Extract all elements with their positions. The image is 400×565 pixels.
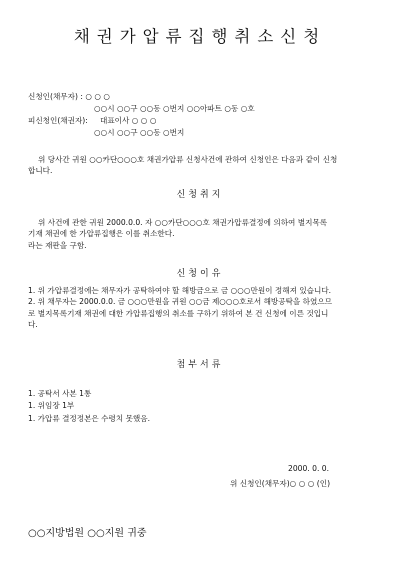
purpose-line-2: 기재 채권에 한 가압류집행은 이를 취소한다. xyxy=(28,229,175,238)
purpose-line-3: 라는 재판을 구함. xyxy=(28,241,87,250)
purpose-heading: 신청취지 xyxy=(176,190,224,200)
reasons-heading: 신청이유 xyxy=(176,269,224,279)
intro-line-1: 위 당사간 귀원 ○○카단○○○호 채권가압류 신청사건에 관하여 신청인은 다음과 같이 신청 xyxy=(38,155,338,164)
document-title: 채권가압류집행취소신청 xyxy=(73,27,327,46)
attachment-item-2: 1. 위임장 1부 xyxy=(28,401,75,410)
intro-line-2: 합니다. xyxy=(28,166,53,175)
purpose-line-1: 위 사건에 관한 귀원 2000.0.0. 자 ○○카단○○○호 채권가압류결정에 의하여 별지목록 xyxy=(38,218,328,227)
reasons-line-2: 2. 위 채무자는 2000.0.0. 금 ○○○만원을 귀원 ○○금 제○○○호로서 해방공탁을 하였으므 xyxy=(28,297,333,306)
document-date: 2000. 0. 0. xyxy=(288,464,330,473)
respondent-representative: 대표이사 ○ ○ ○ xyxy=(100,116,157,125)
attachments-heading: 첨부서류 xyxy=(176,360,224,370)
applicant-label: 신청인(채무자) : ○ ○ ○ xyxy=(28,92,111,101)
reasons-line-4: 다. xyxy=(28,320,38,329)
reasons-line-1: 1. 위 가압류결정에는 채무자가 공탁하여야 할 해방금으로 금 ○○○만원이 정해져 있습니다. xyxy=(28,286,332,295)
court-addressee: ○○지방법원 ○○지원 귀중 xyxy=(28,528,147,539)
respondent-address: ○○시 ○○구 ○○동 ○번지 xyxy=(94,128,185,137)
respondent-label: 피신청인(채권자): xyxy=(28,116,88,125)
signature-line: 위 신청인(채무자)○ ○ ○ (인) xyxy=(230,479,331,488)
applicant-address: ○○시 ○○구 ○○동 ○번지 ○○아파트 ○동 ○호 xyxy=(94,104,255,113)
attachment-item-1: 1. 공탁서 사본 1통 xyxy=(28,389,92,398)
attachment-item-3: 1. 가압류 결정정본은 수령치 못했음. xyxy=(28,414,151,423)
reasons-line-3: 로 별지목록기재 채권에 대한 가압류집행의 취소를 구하기 위하여 본 건 신청에 이른 것입니 xyxy=(28,309,329,318)
